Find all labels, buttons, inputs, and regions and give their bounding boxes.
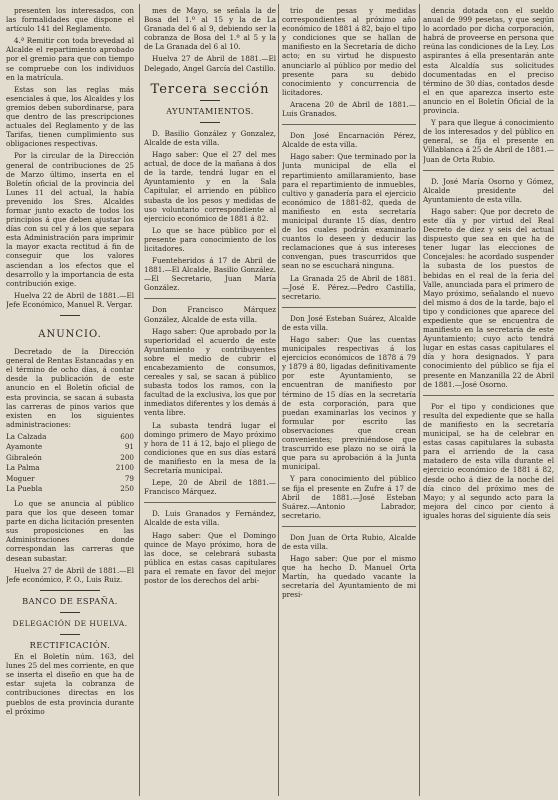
paragraph: Por el tipo y condiciones que resulta del expediente que se halla de manifiesto en la secretaría municipal, se ha de celebrar en estas casas capitulares la subasta para el arriendo de la casa matadero de esta villa durante el ejercicio económico de 1881 á 82, desde ocho á diez de la noche del día cinco del próximo mes de Mayo; y al segundo acto para la mejora del cinco por ciento á iguales horas del siguiente día seis: [423, 401, 554, 520]
paragraph: Por la circular de la Dirección general de contribuciones de 25 de Marzo último, inserta en el Boletín oficial de la provincia del Lunes 11 del actual, la había prevenido los Sres. Alcaldes formar junto exacto de todos los principios á que deben ajustar los días con su cel y á los que separa esta Administración para imprimir la mayor exacta rectitud á fin de conseguir que los valores asciendan a los efectos que el desarrollo y la importancia de esta contribución exige.: [6, 151, 134, 288]
divider: [60, 315, 80, 316]
divider: [423, 395, 554, 396]
signature: Fuenteheridos á 17 de Abril de 1881.—El Alcalde, Basilio González.—El Secretario, Juan María González.: [144, 256, 276, 293]
paragraph: Hago saber: Que por decreto de este día y por virtud del Real Decreto de diez y seis del actual dispuesto que sea en que ha de tener lugar las elecciones de Concejales: he acordado suspender la subasta de los puestos de bebidas en el real de la feria del Valle, anunciada para el primero de Mayo próximo, señalando el nuevo del mismo á dos de la tarde, bajo el tipo y condiciones que aparece del expediente que se encuentra de manifiesto en la secretaría de este Ayuntamiento; cuyo acto tendrá lugar en estas casas capitulares el día y hora designados. Y para conocimiento del público se fija el presente en Manzanilla 22 de Abril de 1881.—José Osorno.: [423, 206, 554, 389]
signature: Huelva 27 de Abril de 1881.—El Jefe económico, P. O., Luis Ruiz.: [6, 565, 134, 584]
list-item: Ayamonte 91: [6, 442, 134, 452]
rectificacion-heading: RECTIFICACIÓN.: [29, 639, 111, 650]
divider: [423, 170, 554, 171]
anuncio-heading: ANUNCIO.: [38, 329, 102, 340]
signature: Huelva 22 de Abril de 1881.—El Jefe Económico, Manuel R. Vergar.: [6, 290, 134, 309]
notice-heading: Don José Esteban Suárez, Alcalde de esta villa.: [282, 313, 416, 332]
signature: La Granada 25 de Abril de 1881.—José E. Pérez.—Pedro Castilla, secretario.: [282, 273, 416, 301]
notice-heading: D. José María Osorno y Gómez, Alcalde presidente del Ayuntamiento de esta villa.: [423, 176, 554, 204]
divider: [60, 634, 80, 635]
notice-heading: Don Juan de Orta Rubio, Alcalde de esta villa.: [282, 532, 416, 551]
banco-heading: BANCO DE ESPAÑA.: [22, 595, 118, 606]
paragraph: Lo que se anuncia al público para que los que deseen tomar parte en dicha licitación presenten sus proposiciones en las Administraciones donde correspondan las carreras que desean subastar.: [6, 498, 134, 563]
paragraph: En el Boletín núm. 163, del lunes 25 del mes corriente, en que se inserta el diseño en que ha de estar sujeta la cobranza de contribuciones directas en los pueblos de esta provincia durante el próximo: [6, 652, 134, 716]
paragraph: Hago saber: Que terminado por la Junta municipal de ella el repartimiento amillaramiento, base para el repartimiento de inmuebles, cultivo y ganadería para el ejercicio económico de 1881-82, queda de manifiesto en esta secretaría municipal durante 15 días, dentro de los cuales podrán examinarlo cuantos lo deseen y deducir las reclamaciones que á sus intereses convengan, pues trascurridos que sean no se escuchará ninguna.: [282, 152, 416, 271]
list-item: La Palma 2100: [6, 463, 134, 473]
paragraph: Lo que se hace público por el presente para conocimiento de los licitadores.: [144, 225, 276, 253]
paragraph: Estas son las reglas más esenciales á que, los Alcaldes y los gremios deben subordinarse, para que dentro de las prescripciones actuales del Reglamento y de las Tarifas, tienen cumplimiento sus obligaciones respectivas.: [6, 84, 134, 149]
column-rule: [139, 4, 140, 796]
delegacion-heading: DELEGACIÓN DE HUELVA.: [12, 618, 128, 628]
paragraph: Hago saber: Que las cuentas municipales respectivas á los ejercicios económicos de 1878 á 79 y 1879 á 80, ligadas definitivamente por este Ayuntamiento, se encuentran de manifiesto por término de 15 días en la secretaría de esta corporación, para que puedan examinarlas los vecinos y formular por escrito las observaciones que crean convenientes; previniéndose que trascurrido ese plazo no se oirá la que para su aprobación á la Junta municipal.: [282, 335, 416, 472]
section-heading: Tercera sección: [150, 81, 270, 97]
list-item: La Calzada 600: [6, 431, 134, 441]
column-2: [144, 6, 276, 796]
notice-heading: Don Francisco Márquez González, Alcalde de esta villa.: [144, 305, 276, 324]
paragraph: 4.ª Remitir con toda brevedad al Alcalde el repartimiento aprobado por el gremio para que con tiempo se compruebe con los individuos en la matrícula.: [6, 36, 134, 82]
paragraph: Hago saber: Que el Domingo quince de Mayo próximo, hora de las doce, se celebrará subasta pública en estas casas capitulares para el remate en favor del mejor postor de los derechos del arbi-: [144, 530, 276, 585]
divider: [200, 122, 220, 123]
signature: Huelva 27 de Abril de 1881.—El Delegado, Angel García del Castillo.: [144, 54, 276, 73]
column-3: [282, 6, 416, 796]
paragraph: presenten los interesados, con las formalidades que dispone el artículo 141 del Reglamento.: [6, 6, 134, 34]
signature: Lepe, 20 de Abril de 1881.—Francisco Márquez.: [144, 478, 276, 497]
paragraph: Y para que llegue á conocimiento de los interesados y del público en general, se fija el presente en Villablanca á 25 de Abril de 1881.—Juan de Orta Rubio.: [423, 118, 554, 164]
divider: [282, 526, 416, 527]
paragraph: Hago saber: Que por el mismo que ha hecho D. Manuel Orta Martín, ha quedado vacante la secretaría del Ayuntamiento de mi presi-: [282, 554, 416, 600]
divider: [60, 612, 80, 613]
paragraph: mes de Mayo, se señala la de Bosa del 1.º al 15 y la de La Granada del 6 al 9, debiendo ser la cobranza de Bosa del 1.º al 5 y la de La Granada del 6 al 10.: [144, 6, 276, 52]
list-item: Gibraleón 200: [6, 452, 134, 462]
paragraph: Decretado de la Dirección general de Rentas Estancadas y en el término de ocho días, á contar desde la publicación de este anuncio en el Boletín oficial de esta provincia, se sacan á subasta las carreras de pinos varios que existen en los siguientes administraciones:: [6, 347, 134, 429]
administration-list: [6, 432, 134, 495]
divider: [200, 100, 220, 101]
column-rule: [278, 4, 279, 796]
divider: [282, 124, 416, 125]
paragraph: Hago saber: Que el 27 del mes actual, de doce de la mañana á dos de la tarde, tendrá lugar en el Ayuntamiento y en la Sala Capitular, el arriendo en público subasta de los pesos y medidas de uso voluntario correspondiente al ejercicio económico de 1881 á 82.: [144, 150, 276, 223]
notice-heading: D. Luis Granados y Fernández, Alcalde de esta villa.: [144, 509, 276, 528]
ayuntamientos-heading: AYUNTAMIENTOS.: [166, 105, 254, 116]
divider: [40, 590, 100, 591]
divider: [282, 307, 416, 308]
column-1: [6, 6, 134, 796]
paragraph: dencia dotada con el sueldo anual de 999 pesetas, y que según lo acordado por dicha corporación, habrá de proveerse en persona que reúna las condiciones de la Ley. Los aspirantes á ella presentarán ante esta Alcaldía sus solicitudes documentadas en el preciso término de 30 días, contados desde el en que aparezca inserto este anuncio en el Boletín Oficial de la provincia.: [423, 6, 554, 116]
paragraph: Hago saber: Que aprobado por la superioridad el acuerdo de este Ayuntamiento y contribuyentes sobre el medio de cubrir el encabezamiento de consumos, cereales y sal, se sacan á público subasta todos los ramos, con la facultad de la exclusiva, los que por inmediatos diferentes y los demás á venta libre.: [144, 326, 276, 418]
paragraph: trio de pesas y medidas correspondientes al próximo año económico de 1881 á 82, bajo el tipo y condiciones que se hallan de manifiesto en la Secretaría de dicho acto; en su virtud he dispuesto anunciarlo al público por medio del presente para su debido conocimiento y concurrencia de licitadores.: [282, 6, 416, 97]
paragraph: La subasta tendrá lugar el domingo primero de Mayo próximo y hora de 11 á 12, bajo el pliego de condiciones que en sus días estará de manifiesto en la mesa de la Secretaría municipal.: [144, 420, 276, 476]
signature: Aracena 20 de Abril de 1881.—Luis Granados.: [282, 99, 416, 119]
list-item: Moguer 79: [6, 473, 134, 483]
list-item: La Puebla 250: [6, 484, 134, 494]
notice-heading: Don José Encarnación Pérez, Alcalde de esta villa.: [282, 131, 416, 150]
notice-heading: D. Basilio González y Gonzalez, Alcalde de esta villa.: [144, 128, 276, 147]
paragraph: Y para conocimiento del público se fija el presente en Zufre á 17 de Abril de 1881.—José Esteban Suárez.—Antonio Labrador, secretario.: [282, 474, 416, 520]
column-rule: [419, 4, 420, 796]
divider: [144, 502, 276, 503]
column-4: [423, 6, 554, 796]
divider: [144, 298, 276, 299]
